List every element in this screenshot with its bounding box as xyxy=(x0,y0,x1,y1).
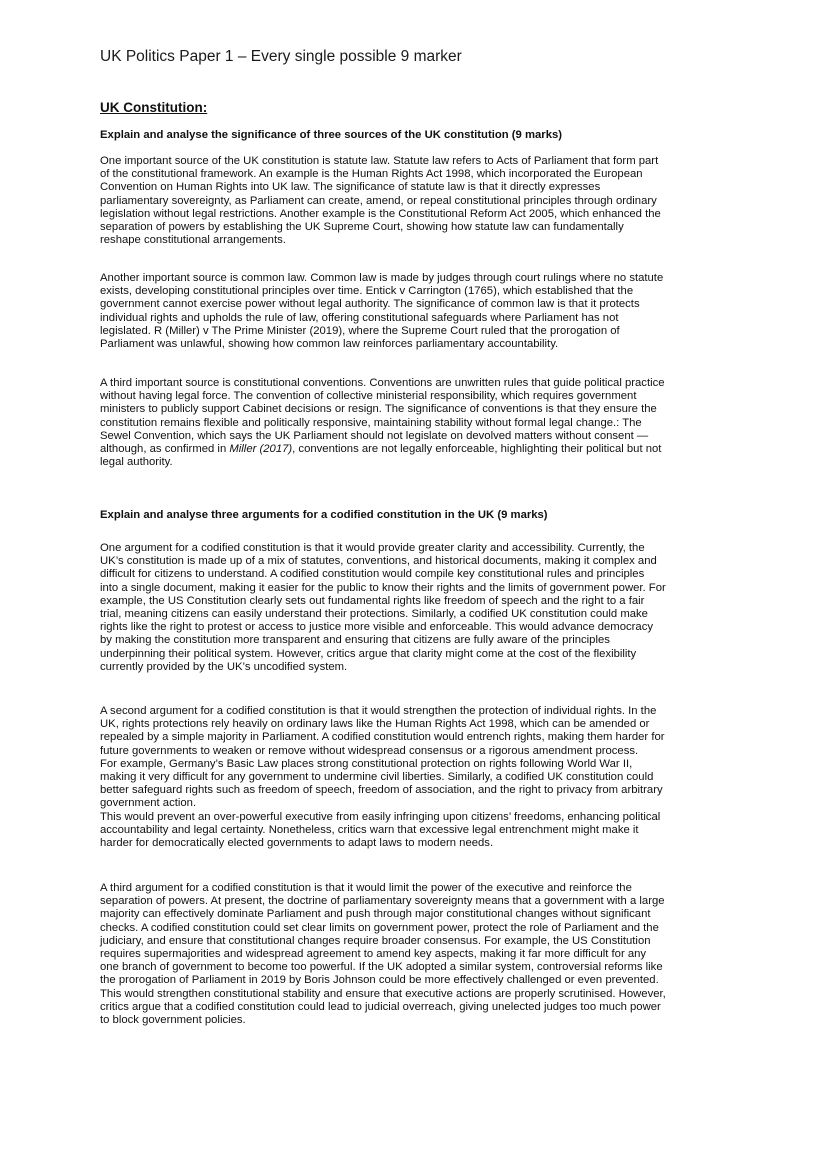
text-line: UK’s constitution is made up of a mix of statutes, conventions, and historical documents, making it complex and xyxy=(100,555,657,568)
answer-paragraph xyxy=(100,882,666,1027)
answer-paragraph xyxy=(100,542,666,674)
question-heading-1: Explain and analyse the significance of three sources of the UK constitution (9 marks) xyxy=(100,129,563,141)
text-line: making it very difficult for any government to undermine civil liberties. Similarly, a codified UK constitution could xyxy=(100,771,654,784)
text-line: Sewel Convention, which says the UK Parliament should not legislate on devolved matters without consent — xyxy=(100,429,649,442)
text-line: government cannot exercise power without legal authority. The significance of common law is that it protects xyxy=(100,298,640,311)
text-line: government action. xyxy=(100,797,197,810)
text-line: separation of powers. At present, the doctrine of parliamentary sovereignty means that a government with a large xyxy=(100,895,665,908)
text-line: legislated. R (Miller) v The Prime Minister (2019), where the Supreme Court ruled that the prorogation of xyxy=(100,324,620,337)
section-heading: UK Constitution: xyxy=(100,100,208,115)
text-line xyxy=(100,443,665,456)
text-line: A third argument for a codified constitution is that it would limit the power of the executive and reinforce the xyxy=(100,882,632,894)
answer-paragraph xyxy=(100,705,665,850)
text-line: A third important source is constitutional conventions. Conventions are unwritten rules that guide political practice xyxy=(100,377,665,389)
text-line: harder for democratically elected governments to adapt laws to modern needs. xyxy=(100,837,494,850)
text-line: future governments to weaken or remove without widespread consensus or a rigorous amendment process. xyxy=(100,744,639,757)
text-line: reshape constitutional arrangements. xyxy=(100,234,286,247)
case-citation: Miller (2017) xyxy=(229,443,293,456)
text-line: to block government policies. xyxy=(100,1014,246,1027)
question-heading-2: Explain and analyse three arguments for a codified constitution in the UK (9 marks) xyxy=(100,509,548,521)
text-line: checks. A codified constitution could set clear limits on government power, protect the role of Parliament and the xyxy=(100,921,659,934)
text-line: of the constitutional framework. An example is the Human Rights Act 1998, which incorporated the European xyxy=(100,168,643,181)
text-line: rights like the right to protest or access to justice more visible and enforceable. This would advance democracy xyxy=(100,621,653,634)
text-line: underpinning their political system. However, critics argue that clarity might come at the cost of the flexibility xyxy=(100,647,637,660)
answer-paragraph xyxy=(100,155,661,247)
text-line: into a single document, making it easier for the public to know their rights and the limits of government power. For xyxy=(100,581,666,594)
text-line: A second argument for a codified constitution is that it would strengthen the protection of individual rights. In the xyxy=(100,705,657,717)
text-fragment: although, as confirmed in xyxy=(100,443,230,456)
text-line: trial, meaning citizens can easily understand their protections. Similarly, a codified UK constitution could make xyxy=(100,608,648,621)
text-line: parliamentary sovereignty, as Parliament can create, amend, or repeal constitutional principles through ordinary xyxy=(100,194,657,207)
text-line: ministers to publicly support Cabinet decisions or resign. The significance of conventions is that they ensure the xyxy=(100,403,657,416)
text-line: This would prevent an over-powerful executive from easily infringing upon citizens’ freedoms, enhancing political xyxy=(100,810,661,823)
text-line: difficult for citizens to understand. A codified constitution would compile key constitutional rules and principles xyxy=(100,568,645,581)
text-line: legal authority. xyxy=(100,456,173,469)
text-line: Convention on Human Rights into UK law. The significance of statute law is that it directly expresses xyxy=(100,181,601,194)
text-line: currently provided by the UK’s uncodified system. xyxy=(100,660,348,673)
text-line: Another important source is common law. Common law is made by judges through court rulings where no statute xyxy=(100,272,664,284)
text-line: individual rights and upholds the rule of law, offering constitutional safeguards where Parliament has not xyxy=(100,311,619,324)
text-line: legislation without legal restrictions. Another example is the Constitutional Reform Act 2005, which enhanced the xyxy=(100,207,661,220)
text-line: separation of powers by establishing the UK Supreme Court, showing how statute law can fundamentally xyxy=(100,221,624,234)
document-title: UK Politics Paper 1 – Every single possible 9 marker xyxy=(100,48,462,65)
answer-paragraph xyxy=(100,377,665,469)
text-line: repealed by a simple majority in Parliament. A codified constitution would entrench rights, making them harder for xyxy=(100,731,665,744)
text-line: accountability and legal certainty. Nonetheless, critics warn that excessive legal entrenchment might make it xyxy=(100,823,639,836)
text-line: Parliament was unlawful, showing how common law reinforces parliamentary accountability. xyxy=(100,338,559,351)
text-line: without having legal force. The convention of collective ministerial responsibility, which requires government xyxy=(100,390,637,403)
text-line: by making the constitution more transparent and ensuring that citizens are fully aware of the principles xyxy=(100,634,610,647)
text-line: One important source of the UK constitution is statute law. Statute law refers to Acts of Parliament that form part xyxy=(100,155,659,167)
answer-paragraph xyxy=(100,272,663,351)
text-line: better safeguard rights such as freedom of speech, freedom of association, and the right to privacy from arbitrary xyxy=(100,784,663,797)
text-line: For example, Germany’s Basic Law places strong constitutional protection on rights following World War II, xyxy=(100,757,633,770)
text-line: one branch of government to become too powerful. If the UK adopted a similar system, controversial reforms like xyxy=(100,961,663,974)
text-line: example, the US Constitution clearly sets out fundamental rights like freedom of speech and the right to a fair xyxy=(100,594,645,607)
text-line: One argument for a codified constitution is that it would provide greater clarity and accessibility. Currently, the xyxy=(100,542,645,554)
text-line: judiciary, and ensure that constitutional changes require broader consensus. For example, the US Constitution xyxy=(100,934,651,947)
text-line: critics argue that a codified constitution could lead to judicial overreach, giving unelected judges too much power xyxy=(100,1000,661,1013)
text-fragment: , conventions are not legally enforceable, highlighting their political but not xyxy=(292,443,662,456)
text-line: constitution remains flexible and politically responsive, maintaining stability without formal legal change.: The xyxy=(100,416,642,429)
text-line: exists, developing constitutional principles over time. Entick v Carrington (1765), which established that the xyxy=(100,285,634,298)
text-line: the prorogation of Parliament in 2019 by Boris Johnson could be more effectively challenged or even prevented. xyxy=(100,974,659,987)
text-line: UK, rights protections rely heavily on ordinary laws like the Human Rights Act 1998, which can be amended or xyxy=(100,718,650,731)
text-line: This would strengthen constitutional stability and ensure that executive actions are properly scrutinised. However, xyxy=(100,987,666,1000)
text-line: requires supermajorities and widespread agreement to amend key aspects, making it far more difficult for any xyxy=(100,948,647,961)
text-line: majority can effectively dominate Parliament and push through major constitutional changes without significant xyxy=(100,908,651,921)
